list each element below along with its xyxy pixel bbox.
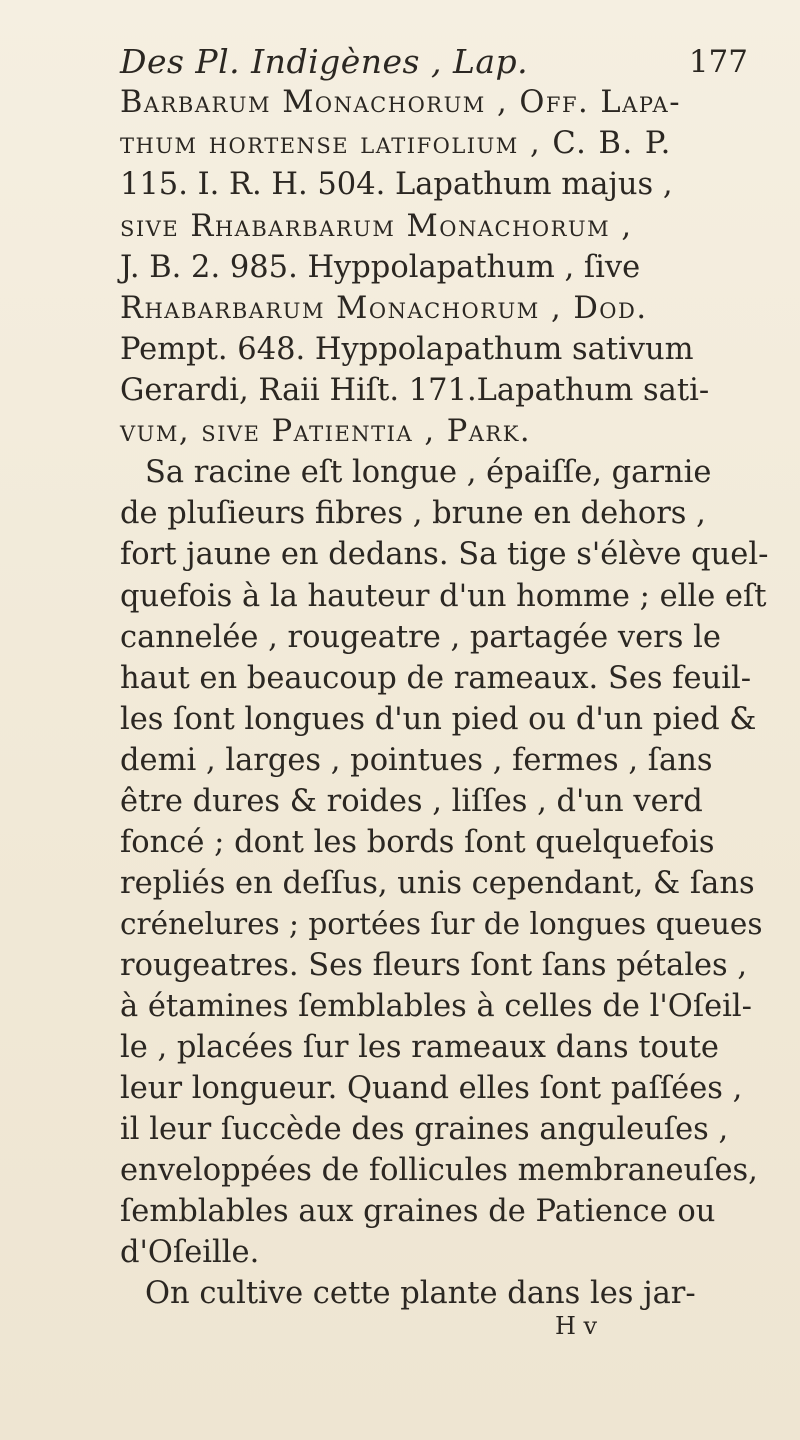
text-line: crénelures ; portées ſur de longues queues (120, 907, 763, 941)
text-line: vum, ſive Patientia , Park. (120, 414, 532, 449)
text-line: enveloppées de follicules membraneuſes, (120, 1153, 758, 1188)
text-line: Rhabarbarum Monachorum , Dod. (120, 291, 648, 326)
text-line: cannelée , rougeatre , partagée vers le (120, 620, 721, 655)
text-line: haut en beaucoup de rameaux. Ses feuil- (120, 661, 752, 696)
signature-mark: H v (555, 1312, 598, 1340)
text-line: de pluſieurs fibres , brune en dehors , (120, 496, 706, 531)
text-line: Pempt. 648. Hyppolapathum sativum (120, 332, 694, 367)
text-line: d'Oſeille. (120, 1235, 260, 1270)
text-line: 115. I. R. H. 504. Lapathum majus , (120, 167, 673, 202)
text-line: à étamines ſemblables à celles de l'Oſeil- (120, 989, 752, 1024)
text-line: thum hortense latifolium , C. B. P. (120, 126, 672, 161)
text-line: ſive Rhabarbarum Monachorum , (120, 209, 633, 244)
text-line: J. B. 2. 985. Hyppolapathum , ſive (120, 250, 641, 285)
text-line: il leur ſuccède des graines anguleuſes , (120, 1112, 729, 1147)
text-line: le , placées ſur les rameaux dans toute (120, 1030, 719, 1065)
text-line: quefois à la hauteur d'un homme ; elle eſt (120, 579, 767, 614)
text-line: leur longueur. Quand elles ſont paſſées , (120, 1071, 743, 1106)
text-line: être dures & roides , liſſes , d'un verd (120, 784, 703, 819)
text-line: On cultive cette plante dans les jar- (145, 1276, 696, 1311)
text-line: les ſont longues d'un pied ou d'un pied & (120, 702, 757, 737)
text-line: repliés en deſſus, unis cependant, & ſans (120, 866, 755, 901)
page-number: 177 (688, 44, 748, 80)
text-line: Gerardi, Raii Hiſt. 171.Lapathum sati- (120, 373, 710, 408)
text-line: foncé ; dont les bords ſont quelquefois (120, 825, 715, 860)
text-line: fort jaune en dedans. Sa tige s'élève quel- (120, 537, 769, 572)
text-line: Sa racine eſt longue , épaiſſe, garnie (145, 455, 712, 490)
text-line: demi , larges , pointues , fermes , ſans (120, 743, 713, 778)
running-title: Des Pl. Indigènes , Lap. (120, 42, 529, 81)
text-line: rougeatres. Ses fleurs ſont ſans pétales , (120, 948, 748, 983)
text-line: ſemblables aux graines de Patience ou (120, 1194, 716, 1229)
text-line: Barbarum Monachorum , Off. Lapa- (120, 85, 682, 120)
